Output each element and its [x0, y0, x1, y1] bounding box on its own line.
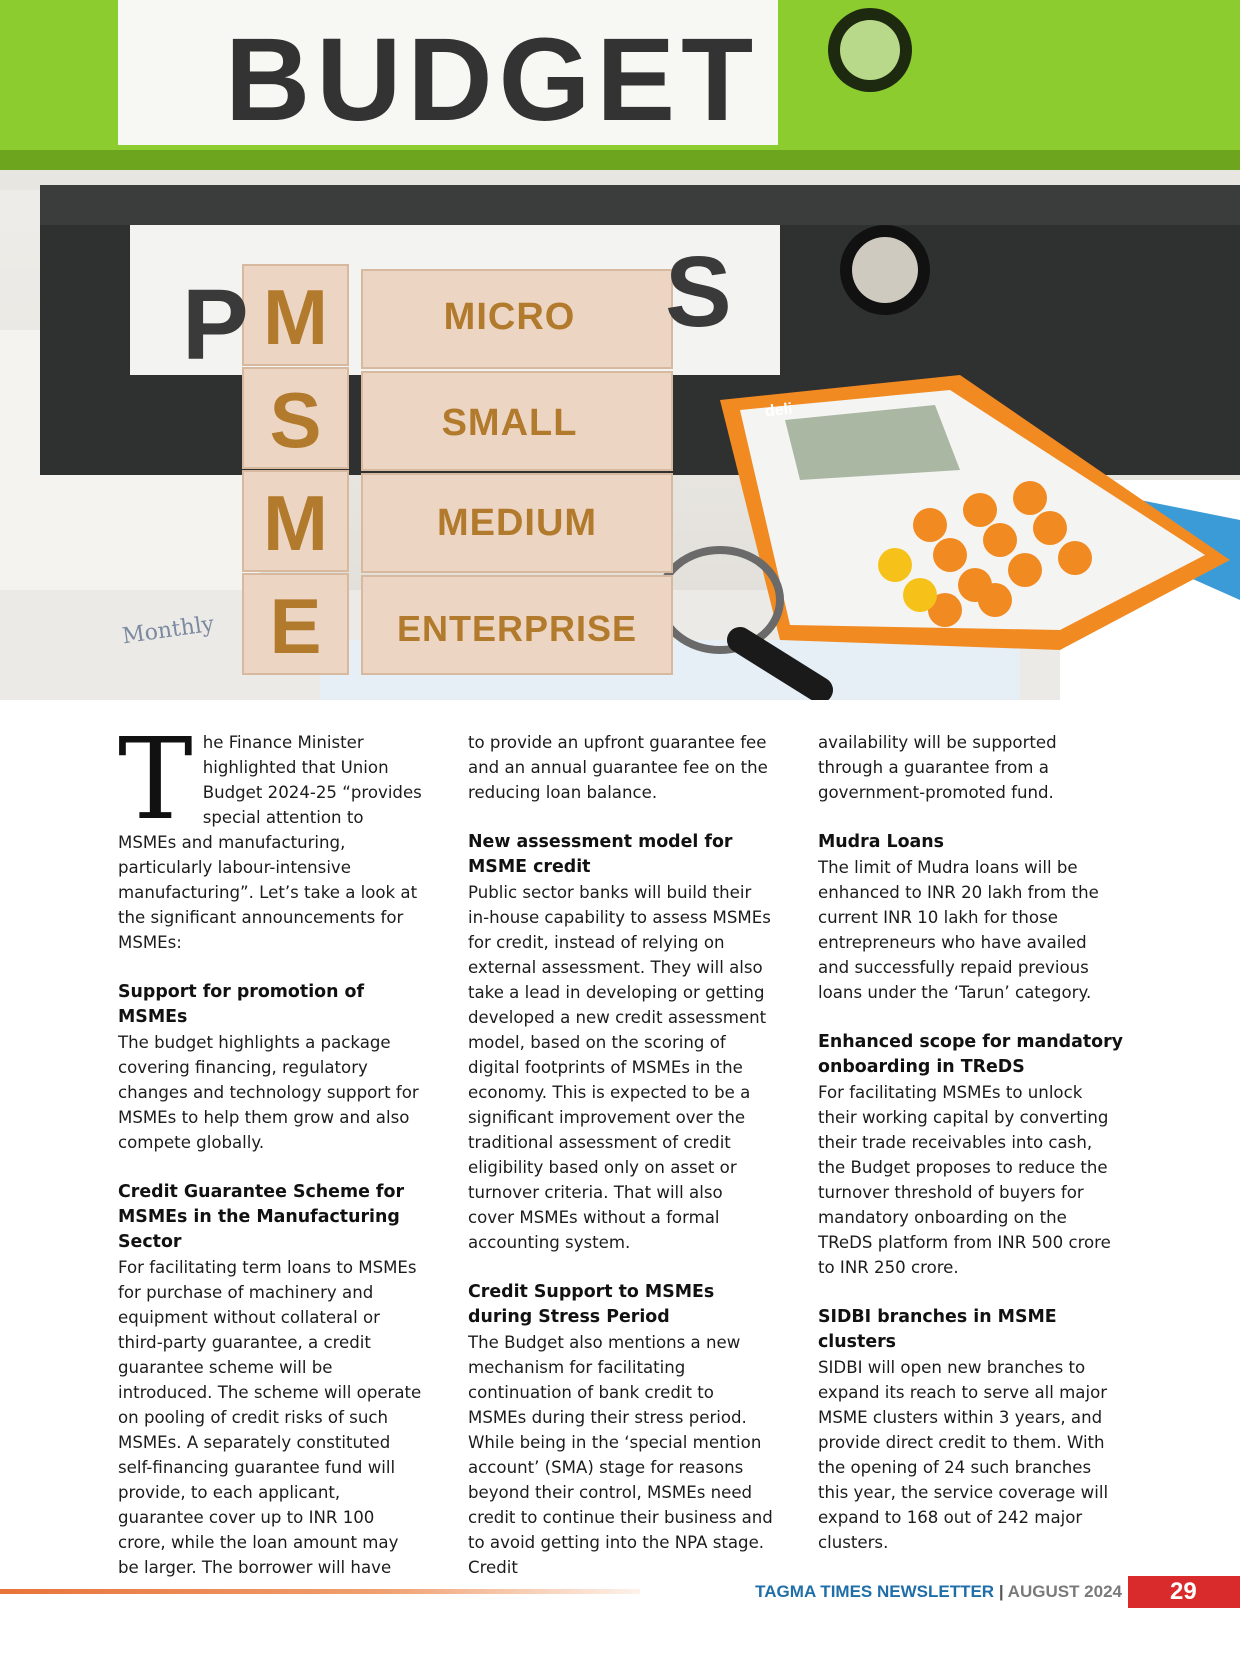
- heading-credit-guarantee: Credit Guarantee Scheme for MSMEs in the Manufacturing Sector: [118, 1182, 405, 1252]
- heading-sidbi: SIDBI branches in MSME clusters: [818, 1307, 1057, 1352]
- heading-support-promotion: Support for promotion of MSMEs: [118, 982, 365, 1027]
- block-word-enterprise: ENTERPRISE: [396, 608, 638, 649]
- binder-bottom-label-right: S: [665, 236, 732, 348]
- green-binder-hole-inner: [840, 20, 900, 80]
- green-binder-edge: [0, 150, 1240, 172]
- heading-credit-support: Credit Support to MSMEs during Stress Period: [468, 1282, 715, 1327]
- block-word-micro: MICRO: [443, 296, 576, 338]
- block-letter-s: S: [269, 376, 322, 464]
- hero-image: [0, 0, 1240, 700]
- block-letter-e: E: [269, 582, 322, 670]
- calculator-brand: deli: [764, 400, 794, 421]
- heading-mudra-loans: Mudra Loans: [818, 832, 944, 852]
- article-column-1: [118, 715, 423, 1605]
- article-column-3: [818, 730, 1123, 1580]
- article-column-2: [468, 730, 773, 1605]
- body-mudra-loans: The limit of Mudra loans will be enhanced to INR 20 lakh from the current INR 10 lakh for those entrepreneurs who have availed and successfully repaid previous loans under the ‘Tarun’ category.: [818, 858, 1099, 1002]
- intro-paragraph: [118, 715, 423, 955]
- binder-bottom-label-left: P: [182, 269, 249, 381]
- body-support-promotion: The budget highlights a package covering financing, regulatory changes and technology support for MSMEs to help them grow and also compete globally.: [118, 1033, 419, 1152]
- body-sidbi: SIDBI will open new branches to expand its reach to serve all major MSME clusters within 3 years, and provide direct credit to them. With the opening of 24 such branches this year, the service coverage will expand to 168 out of 242 major clusters.: [818, 1358, 1109, 1552]
- footer-accent-line: [0, 1589, 640, 1594]
- black-binder-top: [40, 185, 1240, 225]
- body-credit-guarantee: For facilitating term loans to MSMEs for purchase of machinery and equipment without collateral or third-party guarantee, a credit guarantee scheme will be introduced. The scheme will operate on pooling of credit risks of such MSMEs. A separately constituted self-financing guarantee fund will provide, to each applicant, guarantee cover up to INR 100 crore, while the loan amount may be larger. The borrower will have: [118, 1258, 422, 1577]
- paper-label: Monthly: [120, 611, 216, 650]
- block-word-medium: MEDIUM: [436, 502, 598, 544]
- heading-assessment-model: New assessment model for MSME credit: [468, 832, 733, 877]
- footer-text: [755, 1582, 1122, 1602]
- block-letter-m2: M: [263, 479, 328, 567]
- intro-text: he Finance Minister highlighted that Union Budget 2024-25 “provides special attention to MSMEs and manufacturing, particularly labour-intensive manufacturing”. Let’s take a look at the significant announcements for MSMEs:: [118, 733, 422, 952]
- black-binder-hole-inner: [852, 237, 918, 303]
- binder-top-label: BUDGET: [225, 14, 760, 146]
- block-word-small: SMALL: [441, 402, 578, 444]
- footer-separator: |: [994, 1582, 1008, 1601]
- body-credit-support: The Budget also mentions a new mechanism for facilitating continuation of bank credit to MSMEs during their stress period. While being in the ‘special mention account’ (SMA) stage for reasons beyond their control, MSMEs need credit to continue their business and to avoid getting into the NPA stage. Credit: [468, 1333, 773, 1577]
- drop-cap: T: [118, 715, 193, 845]
- footer-brand: TAGMA TIMES NEWSLETTER: [755, 1582, 995, 1601]
- body-credit-guarantee-continued: to provide an upfront guarantee fee and an annual guarantee fee on the reducing loan balance.: [468, 733, 768, 802]
- heading-treds: Enhanced scope for mandatory onboarding in TReDS: [818, 1032, 1124, 1077]
- body-credit-support-continued: availability will be supported through a guarantee from a government-promoted fund.: [818, 733, 1057, 802]
- footer-date: AUGUST 2024: [1007, 1582, 1122, 1601]
- body-assessment-model: Public sector banks will build their in-house capability to assess MSMEs for credit, instead of relying on external assessment. They will also take a lead in developing or getting developed a new credit assessment model, based on the scoring of digital footprints of MSMEs in the economy. This is expected to be a significant improvement over the traditional assessment of credit eligibility based only on asset or turnover criteria. That will also cover MSMEs without a formal accounting system.: [468, 883, 771, 1252]
- page-number: 29: [1128, 1576, 1240, 1608]
- block-letter-m: M: [263, 273, 328, 361]
- body-treds: For facilitating MSMEs to unlock their working capital by converting their trade receivables into cash, the Budget proposes to reduce the turnover threshold of buyers for mandatory onboarding on the TReDS platform from INR 500 crore to INR 250 crore.: [818, 1083, 1111, 1277]
